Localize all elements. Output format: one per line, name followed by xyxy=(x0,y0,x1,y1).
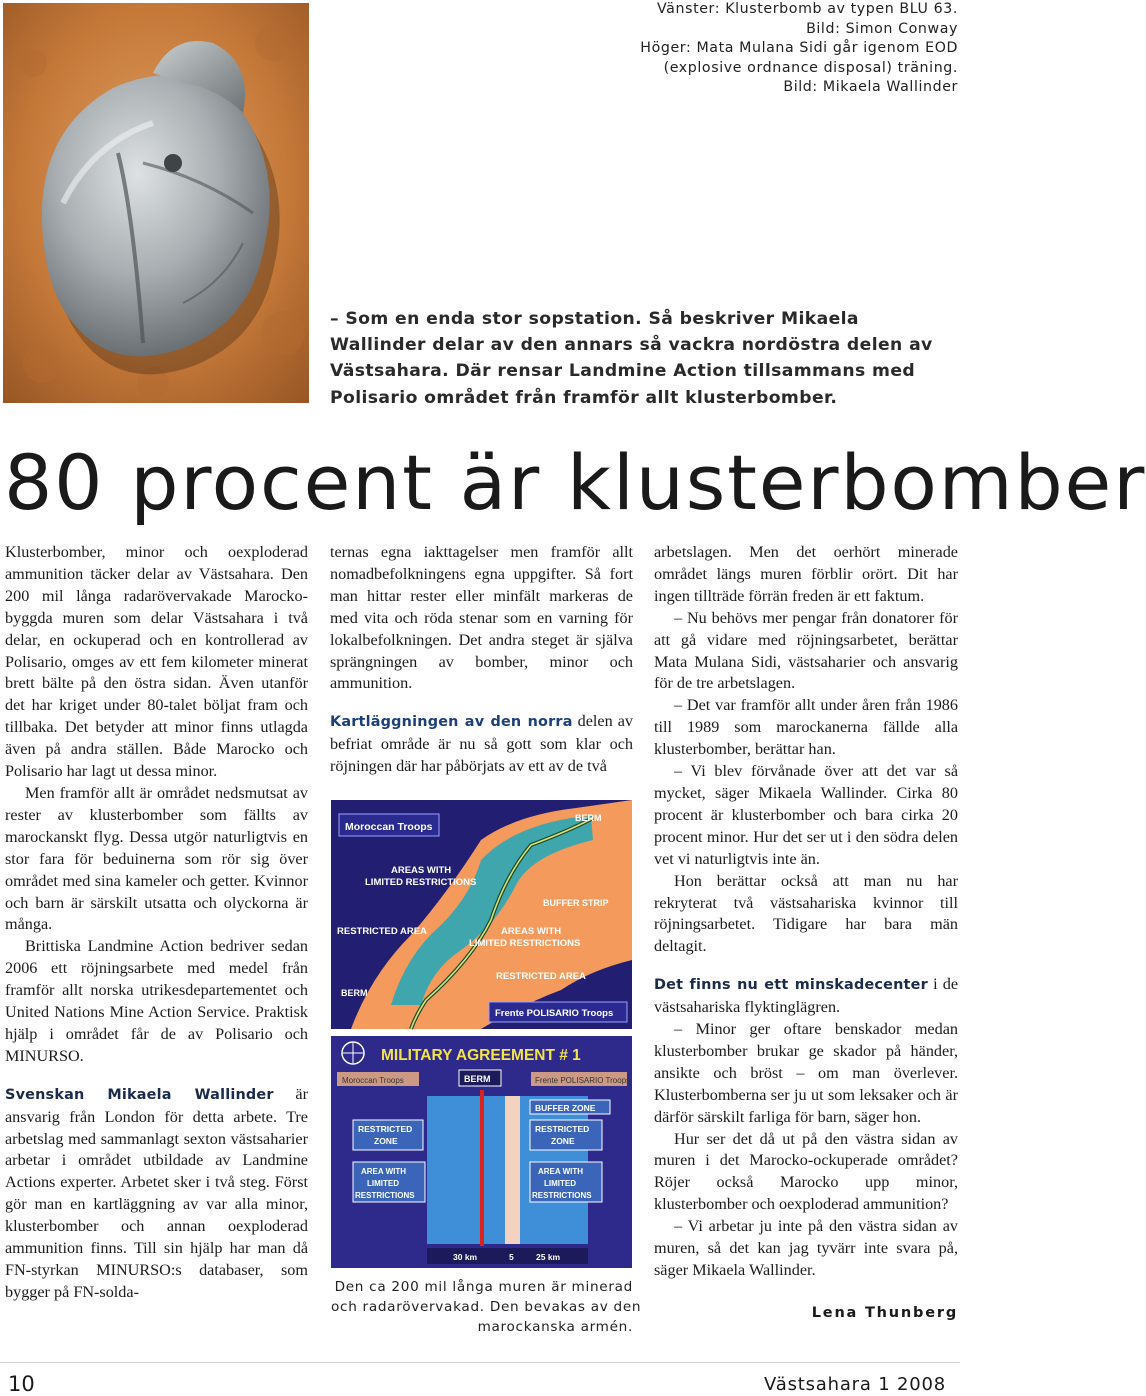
diagram-label: Moroccan Troops xyxy=(342,1076,404,1085)
map-label: BERM xyxy=(575,813,602,823)
paragraph-lead: Det finns nu ett minskadecenter xyxy=(654,977,928,994)
paragraph: – Vi blev förvånade över att det var så mycket, säger Mikaela Wallinder. Cirka 80 procent är klusterbomber och bara cirka 20 procent minor. Hur det ser ut i den södra delen vet vi naturligtvis inte än. xyxy=(654,762,958,868)
paragraph: Klusterbomber, minor och oexploderad ammunition täcker delar av Västsahara. Den 200 mil långa radarövervakade Marocko-byggda muren som delar Västsahara i två delar, en ockuperad och en kontrollerad av Polisario, omges av ett fem kilometer minerat brett bälte på den östra sidan. Även utanför det har kriget under 80-talet böljat fram och tillbaka. Det betyder att minor finns utlagda även på andra ställen. Både Marocko och Polisario har lagt ut dessa minor. xyxy=(5,543,308,781)
map-label: AREAS WITH xyxy=(391,865,452,876)
diagram-label: RESTRICTED xyxy=(358,1124,413,1134)
map-label: RESTRICTED AREA xyxy=(496,971,586,982)
caption-line: Bild: Mikaela Wallinder xyxy=(783,79,958,96)
berm-map xyxy=(331,800,632,1029)
military-agreement-diagram xyxy=(331,1036,632,1268)
caption-line: Vänster: Klusterbomb av typen BLU 63. xyxy=(656,1,958,17)
paragraph-body: i de västsahariska flyktinglägren. xyxy=(654,975,959,1017)
paragraph: ternas egna iakttagelser men framför allt nomadbefolkningens egna uppgifter. Så fort man hittar rester eller minfält markeras de med vita och röda stenar som en varning för lokalbefolkningen. Det andra steget är själva sprängningen av bomber, minor och ammunition. xyxy=(330,543,633,693)
footer-divider xyxy=(0,1362,960,1363)
paragraph-lead: Svenskan Mikaela Wallinder xyxy=(5,1086,274,1103)
map-label: BUFFER STRIP xyxy=(543,898,609,908)
author-byline: Lena Thunberg xyxy=(811,1305,958,1321)
paragraph: – Det var framför allt under åren från 1986 till 1989 som marockanerna fällde alla klusterbomber, berättar han. xyxy=(654,696,958,759)
caption-line: och radarövervakad. Den bevakas av den xyxy=(331,1299,642,1315)
paragraph xyxy=(5,1084,308,1304)
paragraph: Hon berättar också att man nu har rekryterat två västsahariska kvinnor till röjningsarbetet. Tidigare har bara män deltagit. xyxy=(654,871,958,956)
map-label: LIMITED RESTRICTIONS xyxy=(365,877,477,888)
article-headline: 80 procent är klusterbomber xyxy=(4,438,1146,527)
article-column-1 xyxy=(5,542,308,1304)
paragraph: – Minor ger oftare benskador medan klusterbomber brukar ge skador på händer, ansikte och bröst – om man överlever. Klusterbomberna ser ju ut som leksaker och är därför särskilt farliga för barn, säger hon. xyxy=(654,1020,958,1126)
paragraph: Hur ser det då ut på den västra sidan av muren i det Marocko-ockuperade området? Röjer också Marocko upp minor, klusterbomber och oexploderad ammunition? xyxy=(654,1129,958,1214)
paragraph-body: delen av befriat område är nu så gott som klar och röjningen där har påbörjats av ett av de två xyxy=(330,712,633,776)
map-label: Moroccan Troops xyxy=(345,821,433,833)
map-label: BERM xyxy=(341,988,368,998)
paragraph: Brittiska Landmine Action bedriver sedan 2006 ett röjningsarbete med medel från framför allt norska utrikesdepartementet och United Nations Mine Action Service. Praktisk hjälp i området får de av Polisario och MINURSO. xyxy=(5,937,308,1065)
caption-line: Höger: Mata Mulana Sidi går igenom EOD xyxy=(640,40,958,57)
diagram-label: LIMITED xyxy=(544,1179,576,1188)
paragraph: Men framför allt är området nedsmutsat av rester av klusterbomber som fällts av marockanskt flyg. Dessa utgör naturligtvis en stor fara för beduinerna som rör sig över området med sina kameler och getter. Kvinnor och barn är särskilt utsatta och olyckorna är många. xyxy=(5,783,308,934)
paragraph: arbetslagen. Men det oerhört minerade området längs muren förblir orört. Dit har ingen tillträde förrän freden är ett faktum. xyxy=(654,543,958,605)
map-label: Frente POLISARIO Troops xyxy=(495,1008,614,1019)
diagram-title: MILITARY AGREEMENT # 1 xyxy=(381,1047,581,1064)
paragraph: – Nu behövs mer pengar från donatorer för att gå vidare med röjningsarbetet, berättar Mata Mulana Sidi, västsaharier och ansvarig för de tre arbetslagen. xyxy=(654,608,958,693)
diagram-label: RESTRICTED xyxy=(535,1124,590,1134)
map-label: RESTRICTED AREA xyxy=(337,926,427,937)
diagram-label: ZONE xyxy=(374,1136,398,1146)
cluster-bomb-illustration xyxy=(3,3,309,403)
article-ingress: – Som en enda stor sopstation. Så beskriver Mikaela Wallinder delar av den annars så vackra nordöstra delen av Västsahara. Där rensar Landmine Action tillsammans med Polisario området från framför allt klusterbomber. xyxy=(330,309,933,408)
article-column-3 xyxy=(654,542,958,1282)
diagram-label: LIMITED xyxy=(367,1179,399,1188)
cluster-bomb-photo xyxy=(3,3,309,403)
diagram-label: Frente POLISARIO Troops xyxy=(535,1076,631,1085)
diagram-label: 5 xyxy=(509,1252,514,1262)
diagram-label: BUFFER ZONE xyxy=(535,1103,596,1113)
paragraph-body: är ansvarig från London för detta arbete. Tre arbetslag med sammanlagt sexton västsaharier arbetar i området utbildade av Landmine Actions experter. Arbetet sker i två steg. Först gör man en kartläggning av var alla minor, klusterbomber och annan oexploderad ammunition finns. Till sin hjälp har man då FN-styrkan MINURSO:s databaser, som bygger på FN-solda- xyxy=(5,1084,308,1301)
paragraph: – Vi arbetar ju inte på den västra sidan av muren, så det kan jag tyvärr inte svara på, säger Mikaela Wallinder. xyxy=(654,1217,958,1279)
diagram-label: RESTRICTIONS xyxy=(532,1191,592,1200)
diagram-label: ZONE xyxy=(551,1136,575,1146)
paragraph xyxy=(654,974,958,1019)
paragraph xyxy=(330,711,633,778)
caption-line: Den ca 200 mil långa muren är minerad xyxy=(334,1279,633,1295)
photo-caption xyxy=(560,0,958,98)
diagram-label: BERM xyxy=(464,1074,491,1084)
article-column-2 xyxy=(330,542,633,778)
military-agreement-svg xyxy=(331,1036,632,1268)
berm-map-svg xyxy=(331,800,632,1029)
diagram-label: AREA WITH xyxy=(538,1167,584,1176)
map-label: AREAS WITH xyxy=(501,926,562,937)
map-label: LIMITED RESTRICTIONS xyxy=(469,938,581,949)
paragraph-lead: Kartläggningen av den norra xyxy=(330,714,573,731)
page-number: 10 xyxy=(8,1372,35,1396)
diagram-label: RESTRICTIONS xyxy=(355,1191,415,1200)
diagram-label: 25 km xyxy=(536,1252,561,1262)
diagram-label: AREA WITH xyxy=(361,1167,407,1176)
caption-line: (explosive ordnance disposal) träning. xyxy=(663,59,958,76)
diagram-label: 30 km xyxy=(453,1252,478,1262)
map-caption xyxy=(331,1277,642,1337)
caption-line: Bild: Simon Conway xyxy=(806,20,958,37)
caption-line: marockanska armén. xyxy=(477,1319,633,1335)
publication-title: Västsahara 1 2008 xyxy=(764,1374,946,1395)
